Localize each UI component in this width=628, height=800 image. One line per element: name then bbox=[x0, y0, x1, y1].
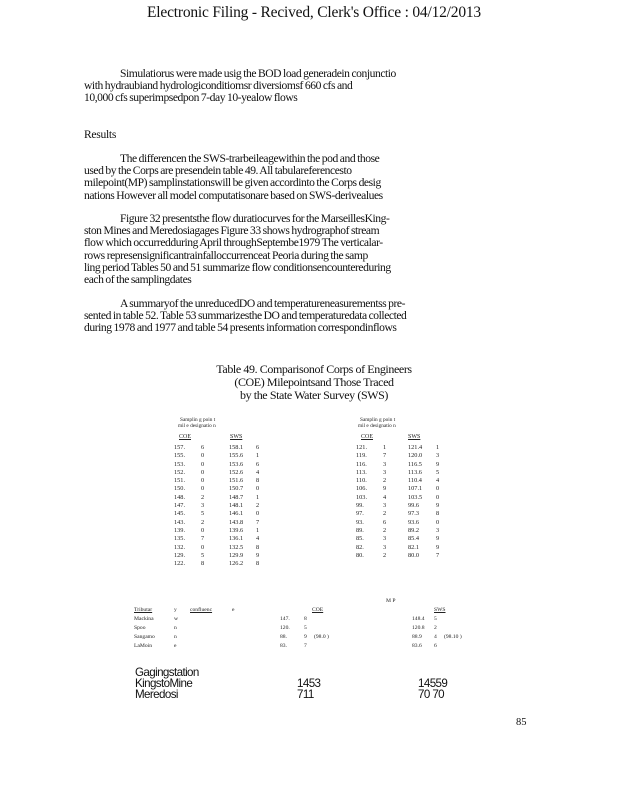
paragraph-flow-duration bbox=[84, 213, 554, 286]
table-49-right bbox=[356, 414, 466, 594]
column-header-sws: SWS bbox=[434, 607, 446, 613]
table-cell: 6 bbox=[383, 518, 387, 526]
text-line: Simulatiorus were made usig the BOD load generadein conjunctio bbox=[120, 67, 396, 80]
text-line: flow which occurredduring April throughSeptembe1979 The verticalar- bbox=[84, 236, 383, 250]
table-cell: 146.1 bbox=[229, 510, 244, 518]
text-line: each of the samplingdates bbox=[84, 273, 192, 287]
tributary-cell-coe2: 7 bbox=[304, 643, 307, 649]
tributary-cell-name: Sangamo bbox=[134, 634, 155, 640]
table-cell: 0 bbox=[201, 452, 205, 460]
table-cell: 3 bbox=[383, 468, 387, 476]
table-cell: 3 bbox=[383, 502, 387, 510]
table-cell: 99. bbox=[356, 502, 364, 510]
tributary-row bbox=[134, 643, 494, 652]
table-cell: 1 bbox=[436, 444, 440, 451]
table-cell: 147. bbox=[174, 502, 186, 510]
table-cell: 1 bbox=[256, 452, 260, 460]
column-header-coe: COE bbox=[312, 607, 324, 613]
table-cell: 143.8 bbox=[229, 518, 244, 526]
table-cell: 1 bbox=[383, 444, 387, 451]
paragraph-summary bbox=[84, 298, 554, 335]
table-cell: 153.6 bbox=[229, 460, 244, 468]
table-cell: 139. bbox=[174, 526, 186, 534]
table-cell: 8 bbox=[436, 510, 440, 518]
table-cell: 119. bbox=[356, 452, 367, 460]
column-header-confluence: confluenc bbox=[190, 607, 213, 613]
column-header-sws: SWS bbox=[230, 434, 243, 440]
column-header-tributary: Tributar bbox=[134, 607, 153, 613]
table-cell: 4 bbox=[383, 493, 387, 501]
page-number: 85 bbox=[516, 717, 527, 728]
table-cell: 8 bbox=[256, 543, 260, 551]
table-cell: 7 bbox=[383, 452, 387, 460]
table-cell: 152. bbox=[174, 468, 186, 476]
table-cell: 3 bbox=[436, 526, 440, 534]
tributary-cell-coe2: 8 bbox=[304, 616, 307, 622]
table-cell: 120.0 bbox=[408, 452, 423, 460]
table-title-line: (COE) Milepointsand Those Traced bbox=[234, 375, 394, 389]
tributary-cell-sws2: 2 bbox=[434, 625, 437, 631]
gaging-label: Meredosi bbox=[135, 688, 178, 701]
table-cell: 0 bbox=[256, 510, 260, 518]
table-cell: 4 bbox=[436, 477, 440, 485]
table-cell: 6 bbox=[256, 460, 260, 468]
table-header-sampling: Samplin g poin t bbox=[360, 417, 396, 423]
table-cell: 3 bbox=[436, 452, 440, 460]
table-49-title bbox=[0, 363, 628, 402]
table-cell: 9 bbox=[256, 551, 260, 559]
table-cell: 3 bbox=[383, 460, 387, 468]
column-header-e: e bbox=[232, 607, 235, 613]
table-cell: 6 bbox=[256, 444, 260, 451]
table-cell: 136.1 bbox=[229, 535, 244, 543]
table-cell: 0 bbox=[201, 485, 205, 493]
mp-label: M P bbox=[386, 598, 396, 604]
tributary-cell-coe2: 9 bbox=[304, 634, 307, 640]
table-cell: 110.4 bbox=[408, 477, 422, 485]
text-line: nations However all model computatisonare based on SWS-derivealues bbox=[84, 188, 383, 202]
table-cell: 5 bbox=[201, 551, 205, 559]
tributary-cell-coe2: 5 bbox=[304, 625, 307, 631]
gaging-value-sws: 14559 bbox=[418, 677, 448, 690]
table-cell: 2 bbox=[383, 526, 387, 534]
gaging-row bbox=[135, 689, 455, 700]
table-cell: 157. bbox=[174, 444, 186, 451]
table-cell: 126.2 bbox=[229, 560, 244, 568]
text-line: rows represensignificantrainfalloccurrenceat Peoria during the samp bbox=[84, 248, 368, 262]
table-cell: 107.1 bbox=[408, 485, 423, 493]
tributary-cell-name: Mackina bbox=[134, 616, 154, 622]
tributary-cell-name: LaMoin bbox=[134, 643, 153, 649]
gaging-value-coe: 711 bbox=[297, 688, 314, 701]
column-header-coe: COE bbox=[361, 434, 373, 440]
table-title-line: by the State Water Survey (SWS) bbox=[239, 388, 389, 402]
table-cell: 2 bbox=[383, 551, 387, 559]
table-cell: 110. bbox=[356, 477, 367, 485]
table-cell: 85.4 bbox=[408, 535, 420, 543]
table-cell: 103.5 bbox=[408, 493, 423, 501]
table-cell: 139.6 bbox=[229, 526, 244, 534]
table-cell: 129. bbox=[174, 551, 186, 559]
table-cell: 9 bbox=[436, 535, 440, 543]
table-cell: 7 bbox=[201, 535, 205, 543]
gaging-stations bbox=[135, 667, 455, 700]
table-title-line: Table 49. Comparisonof Corps of Engineers bbox=[216, 362, 412, 376]
table-cell: 153. bbox=[174, 460, 186, 468]
table-cell: 2 bbox=[201, 493, 205, 501]
table-cell: 0 bbox=[201, 460, 205, 468]
table-header-sampling: Samplin g poin t bbox=[180, 417, 216, 423]
table-cell: 155.6 bbox=[229, 452, 244, 460]
text-line: milepoint(MP) samplinstationswill be given accordinto the Corps desig bbox=[84, 176, 381, 190]
tributary-cell-sws1: 120.8 bbox=[412, 625, 425, 631]
table-cell: 6 bbox=[201, 444, 205, 451]
table-cell: 8 bbox=[256, 477, 260, 485]
table-cell: 89.2 bbox=[408, 526, 420, 534]
table-cell: 106. bbox=[356, 485, 368, 493]
table-cell: 89. bbox=[356, 526, 364, 534]
table-cell: 80. bbox=[356, 551, 364, 559]
tributary-cell-coe1: 147. bbox=[280, 616, 290, 622]
table-cell: 93.6 bbox=[408, 518, 420, 526]
table-cell: 97.3 bbox=[408, 510, 420, 518]
table-cell: 148.7 bbox=[229, 493, 244, 501]
paragraph-differences bbox=[84, 153, 554, 202]
table-cell: 9 bbox=[436, 460, 440, 468]
table-cell: 97. bbox=[356, 510, 364, 518]
tributary-cell-suffix: n bbox=[174, 625, 177, 631]
table-cell: 5 bbox=[201, 510, 205, 518]
table-cell: 8 bbox=[201, 560, 205, 568]
tributary-cell-extra2: (98.10 ) bbox=[444, 634, 462, 640]
filing-header: Electronic Filing - Recived, Clerk's Office : 04/12/2013 bbox=[147, 4, 481, 21]
tributary-cell-sws1: 148.4 bbox=[412, 616, 425, 622]
tributary-cell-sws2: 4 bbox=[434, 634, 437, 640]
table-cell: 103. bbox=[356, 493, 368, 501]
table-cell: 148. bbox=[174, 493, 186, 501]
text-line: used by the Corps are presendein table 49. All tabulareferencesto bbox=[84, 164, 352, 178]
table-cell: 145. bbox=[174, 510, 186, 518]
text-line: A summaryof the unreducedDO and temperatureneasurementss pre- bbox=[120, 297, 406, 310]
table-cell: 2 bbox=[383, 510, 387, 518]
table-cell: 7 bbox=[436, 551, 440, 559]
table-cell: 2 bbox=[201, 518, 205, 526]
column-header-coe: COE bbox=[179, 434, 191, 440]
table-cell: 3 bbox=[383, 535, 387, 543]
table-cell: 0 bbox=[436, 518, 440, 526]
text-line: ston Mines and Meredosiagages Figure 33 shows hydrographof stream bbox=[84, 224, 380, 238]
table-cell: 0 bbox=[436, 485, 440, 493]
table-cell: 129.9 bbox=[229, 551, 244, 559]
text-line: Figure 32 presentsthe flow duratiocurves for the MarseillesKing- bbox=[120, 212, 390, 225]
tributary-row bbox=[134, 616, 494, 625]
table-cell: 9 bbox=[436, 502, 440, 510]
table-cell: 158.1 bbox=[229, 444, 244, 451]
table-cell: 0 bbox=[201, 468, 205, 476]
table-cell: 99.6 bbox=[408, 502, 420, 510]
table-cell: 121.4 bbox=[408, 444, 423, 451]
table-header-designation: mil e designatio n bbox=[178, 423, 216, 429]
gaging-label: Gagingstation bbox=[135, 666, 199, 679]
table-cell: 121. bbox=[356, 444, 368, 451]
table-49-left bbox=[174, 414, 284, 594]
tributary-cell-suffix: e bbox=[174, 643, 177, 649]
gaging-value-coe: 1453 bbox=[297, 677, 321, 690]
text-line: sented in table 52. Table 53 summarizesthe DO and temperaturedata collected bbox=[84, 309, 407, 323]
column-header-y: y bbox=[174, 607, 177, 613]
table-cell: 152.6 bbox=[229, 468, 244, 476]
gaging-value-sws: 70 70 bbox=[418, 688, 445, 701]
table-cell: 0 bbox=[256, 485, 260, 493]
text-line: during 1978 and 1977 and table 54 presents information correspondinflows bbox=[84, 321, 397, 335]
tributary-cell-sws1: 88.9 bbox=[412, 634, 422, 640]
table-cell: 116. bbox=[356, 460, 367, 468]
table-cell: 7 bbox=[256, 518, 260, 526]
table-cell: 3 bbox=[383, 543, 387, 551]
table-cell: 2 bbox=[383, 477, 387, 485]
tributary-cell-extra1: (98.0 ) bbox=[314, 634, 329, 640]
table-cell: 93. bbox=[356, 518, 364, 526]
table-cell: 4 bbox=[256, 468, 260, 476]
table-cell: 113. bbox=[356, 468, 367, 476]
section-heading-results: Results bbox=[84, 128, 117, 141]
table-cell: 155. bbox=[174, 452, 186, 460]
table-cell: 148.1 bbox=[229, 502, 244, 510]
table-cell: 0 bbox=[201, 477, 205, 485]
table-cell: 82.1 bbox=[408, 543, 420, 551]
table-cell: 2 bbox=[256, 502, 260, 510]
table-cell: 122. bbox=[174, 560, 186, 568]
table-cell: 150.7 bbox=[229, 485, 244, 493]
table-cell: 116.5 bbox=[408, 460, 422, 468]
text-line: with hydraubiand hydrologiconditiomsr diversiomsf 660 cfs and bbox=[84, 79, 353, 93]
paragraph-simulations bbox=[84, 68, 554, 105]
table-cell: 0 bbox=[201, 543, 205, 551]
tributary-cell-sws2: 6 bbox=[434, 643, 437, 649]
table-cell: 3 bbox=[201, 502, 205, 510]
table-header-designation: mil e designatio n bbox=[358, 423, 396, 429]
gaging-row bbox=[135, 678, 455, 689]
table-cell: 113.6 bbox=[408, 468, 422, 476]
table-cell: 1 bbox=[256, 526, 260, 534]
tributary-row bbox=[134, 625, 494, 634]
tributary-cell-suffix: n bbox=[174, 634, 177, 640]
tributary-header bbox=[134, 607, 494, 614]
tributary-cell-coe1: 83. bbox=[280, 643, 287, 649]
table-cell: 0 bbox=[201, 526, 205, 534]
text-line: ling period Tables 50 and 51 summarize flow conditionsencountereduring bbox=[84, 260, 391, 274]
tributary-cell-name: Spoo bbox=[134, 625, 146, 631]
table-cell: 9 bbox=[436, 543, 440, 551]
table-cell: 80.0 bbox=[408, 551, 420, 559]
table-cell: 135. bbox=[174, 535, 186, 543]
tributary-cell-coe1: 88. bbox=[280, 634, 287, 640]
text-line: The differencen the SWS-trarbeileagewithin the pod and those bbox=[120, 152, 380, 165]
table-cell: 8 bbox=[256, 560, 260, 568]
table-cell: 151.6 bbox=[229, 477, 244, 485]
table-cell: 1 bbox=[256, 493, 260, 501]
gaging-label: KingstoMine bbox=[135, 677, 193, 690]
column-header-sws: SWS bbox=[408, 434, 421, 440]
table-cell: 5 bbox=[436, 468, 440, 476]
table-cell: 143. bbox=[174, 518, 186, 526]
table-cell: 150. bbox=[174, 485, 186, 493]
tributary-cell-sws1: 83.6 bbox=[412, 643, 422, 649]
tributary-cell-coe1: 120. bbox=[280, 625, 290, 631]
table-cell: 0 bbox=[436, 493, 440, 501]
table-cell: 82. bbox=[356, 543, 364, 551]
table-cell: 132. bbox=[174, 543, 186, 551]
tributary-cell-sws2: 5 bbox=[434, 616, 437, 622]
table-cell: 151. bbox=[174, 477, 186, 485]
tributary-row bbox=[134, 634, 494, 643]
tributary-cell-suffix: w bbox=[174, 616, 179, 622]
table-cell: 132.5 bbox=[229, 543, 244, 551]
table-cell: 9 bbox=[383, 485, 387, 493]
table-cell: 4 bbox=[256, 535, 260, 543]
table-cell: 85. bbox=[356, 535, 364, 543]
text-line: 10,000 cfs superimpsedpon 7-day 10-yealow flows bbox=[84, 91, 298, 105]
